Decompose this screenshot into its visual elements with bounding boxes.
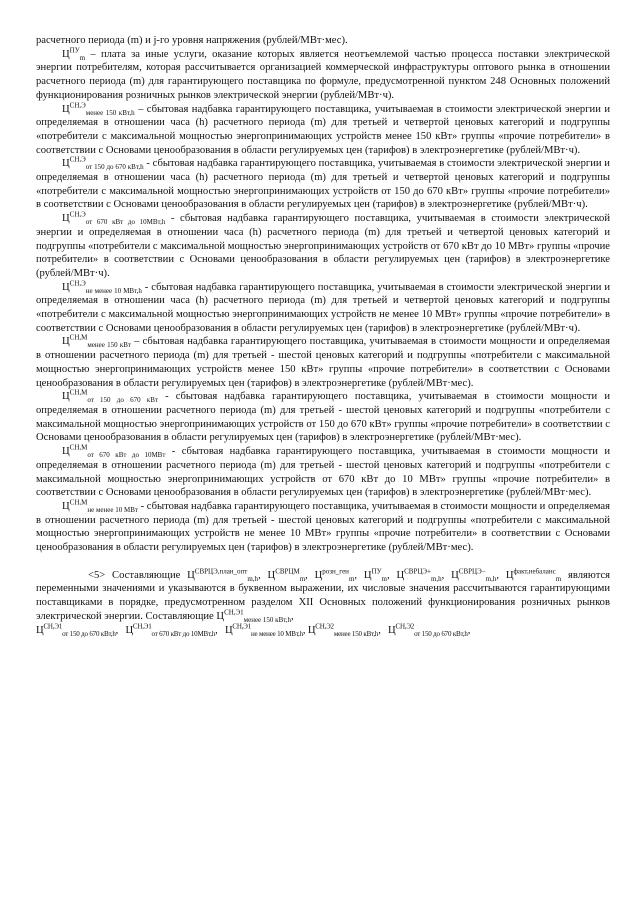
symbol: Ц <box>388 624 396 636</box>
definition-item <box>36 281 610 336</box>
superscript: СН,М <box>69 443 88 452</box>
superscript: СВРЦЭ− <box>458 567 486 576</box>
definition-text: - сбытовая надбавка гарантирующего поставщика, учитываемая в стоимости электрической энергии и определяемая в отношении часа (h) расчетного периода (m) для третьей и четвертой ценовых категорий и подгруппы «потребители с максимальной мощностью энергопринимающих устройств не менее 10 МВт» группы «прочие потребители» в соответствии с Основами ценообразования в области регулируемых цен (тарифов) в электроэнергетике (рублей/МВт·ч). <box>36 281 610 334</box>
subscript: от 150 до 670 кВт,h <box>62 629 116 638</box>
definition-item <box>36 390 610 445</box>
footnote-continuation: $Ц^{СН,Э1}_{от 150 до 670 кВт,h}$, $Ц^{СН,Э1}_{от 670 кВт до 10МВт,h}$, $Ц^{СН,Э1}_{не менее 10 МВт,h}$, $Ц^{СН,Э2}_{менее 150 кВт,h}$, $Ц^{СН,Э2}_{от 150 до 670 кВт,h}$, <box>36 622 471 638</box>
symbol: Ц <box>62 391 70 403</box>
symbol: Ц <box>62 158 70 170</box>
symbol: Ц <box>62 213 70 225</box>
symbol: Ц <box>314 569 323 581</box>
symbol: Ц <box>267 569 276 581</box>
definition-item <box>36 500 610 555</box>
symbol: Ц <box>216 610 225 622</box>
footnote-text: являются переменными значениями и указываются в буквенном выражении, их числовые значения рассчитываются гарантирующими поставщиками в порядке, предусмотренном разделом XII Основных положений функционирования розничных рынков электрической энергии. Составляющие <box>36 569 611 622</box>
symbol: Ц <box>36 624 44 636</box>
superscript: СН,Э <box>69 210 86 219</box>
definition-item <box>36 335 610 390</box>
subscript: m,h <box>247 574 259 583</box>
superscript: СН,Э2 <box>395 622 415 630</box>
subscript: m <box>348 574 355 583</box>
symbol: Ц <box>62 446 70 458</box>
symbol: Ц <box>396 569 405 581</box>
superscript: СН,Э2 <box>315 622 334 630</box>
document-page <box>36 34 610 637</box>
subscript: от 670 кВт до 10МВт,h <box>85 218 166 227</box>
footnote-5: <5> Составляющие $Ц^{СВРЦЭ,план\_опт}_{m,h}$, $Ц^{СВРЦМ}_m$, $Ц^{розн\_ген}_m$, $Ц^{ПУ}_m$, $Ц^{СВРЦЭ+}_{m,h}$, $Ц^{СВРЦЭ-}_{m,h}$, $Ц^{факт,небаланс}_m$ являются переменными значениями и указываются в буквенном выражении, их числовые значения рассчитываются гарантирующими поставщиками в порядке, предусмотренном разделом XII Основных положений функционирования розничных рынков электрической энергии. Составляющие $Ц^{СН,Э1}_{менее 150 кВт,h}$, <box>36 567 611 624</box>
definition-text: - сбытовая надбавка гарантирующего поставщика, учитываемая в стоимости мощности и определяемая в отношении расчетного периода (m) для третьей - шестой ценовых категорий и подгруппы «потребители с максимальной мощностью энергопринимающих устройств от 150 до 670 кВт» группы «прочие потребители» в соответствии с Основами ценообразования в области регулируемых цен (тарифов) в электроэнергетике (рублей/МВт·мес). <box>36 391 610 444</box>
intro-line: расчетного периода (m) и j-го уровня напряжения (рублей/МВт·мес). <box>36 35 348 46</box>
subscript: от 670 кВт до 10МВт,h <box>151 629 216 638</box>
definition-pu <box>36 48 610 103</box>
superscript: СН,Э1 <box>232 622 252 630</box>
superscript: ПУ <box>69 46 80 55</box>
superscript: ПУ <box>371 567 382 576</box>
symbol: Ц <box>363 569 372 581</box>
subscript: m <box>555 574 562 583</box>
superscript: СН,Э1 <box>132 622 152 630</box>
definition-item <box>36 212 610 281</box>
symbol: Ц <box>62 281 70 293</box>
definition-item <box>36 100 610 158</box>
symbol: Ц <box>62 500 70 512</box>
symbol: Ц <box>62 103 70 115</box>
subscript: не менее 10 МВт,h <box>251 629 303 638</box>
subscript: от 150 до 670 кВт,h <box>414 629 468 638</box>
superscript: СН,Э <box>69 100 86 109</box>
superscript: СН,Э1 <box>43 622 63 630</box>
subscript: m <box>381 574 387 583</box>
symbol: Ц <box>505 569 514 581</box>
definition-item <box>36 445 610 500</box>
superscript: СН,Э <box>69 155 86 164</box>
subscript: m <box>79 53 86 62</box>
subscript: m,h <box>430 574 442 583</box>
definition-text: - сбытовая надбавка гарантирующего поставщика, учитываемая в стоимости мощности и определяемая в отношении расчетного периода (m) для третьей - шестой ценовых категорий и подгруппы «потребители с максимальной мощностью энергопринимающих устройств не менее 10 МВт» группы «прочие потребители» в соответствии с Основами ценообразования в области регулируемых цен (тарифов) в электроэнергетике (рублей/МВт·мес). <box>36 500 610 554</box>
superscript: СН,Э1 <box>224 608 244 617</box>
subscript: от 670 кВт до 10МВт <box>87 451 166 460</box>
superscript: розн_ген <box>322 567 349 576</box>
symbol: Ц <box>187 569 195 581</box>
subscript: менее 150 кВт,h <box>243 615 292 624</box>
subscript: m <box>299 574 306 583</box>
subscript: менее 150 кВт,h <box>333 629 379 638</box>
symbol: Ц <box>307 624 316 636</box>
superscript: СН,М <box>69 388 88 397</box>
subscript: m,h <box>485 574 497 583</box>
definition-text: - сбытовая надбавка гарантирующего поставщика, учитываемая в стоимости электрической энергии и определяемая в отношении часа (h) расчетного периода (m) для третьей и четвертой ценовых категорий и подгруппы «потребители с максимальной мощностью энергопринимающих устройств от 670 кВт до 10 МВт» группы «прочие потребители» в соответствии с Основами ценообразования в области регулируемых цен (тарифов) в электроэнергетике (рублей/МВт·ч). <box>36 213 610 279</box>
symbol: Ц <box>451 569 459 581</box>
superscript: СН,М <box>69 333 88 342</box>
superscript: СН,Э <box>69 279 86 288</box>
subscript: менее 150 кВт <box>87 341 131 350</box>
subscript: от 150 до 670 кВт,h <box>85 163 144 172</box>
footnote-lead: <5> Составляющие <box>88 569 188 581</box>
symbol: Ц <box>224 624 233 636</box>
subscript: не менее 10 МВт <box>87 506 138 515</box>
superscript: факт,небаланс <box>513 567 556 576</box>
definition-text: - сбытовая надбавка гарантирующего поставщика, учитываемая в стоимости мощности и определяемая в отношении расчетного периода (m) для третьей - шестой ценовых категорий и подгруппы «потребители с максимальной мощностью энергопринимающих устройств от 670 кВт до 10 МВт» группы «прочие потребители» в соответствии с Основами ценообразования в области регулируемых цен (тарифов) в электроэнергетике (рублей/МВт·мес). <box>36 446 611 499</box>
definition-text: – плата за иные услуги, оказание которых является неотъемлемой частью процесса поставки электрической энергии потребителям, которая рассчитывается организацией коммерческой инфраструктуры оптового рынка в отношении расчетного периода (m) для гарантирующего поставщика по формуле, предусмотренной пунктом 248 Основных положений функционирования розничных рынков электрической энергии (рублей/МВт·ч). <box>36 48 610 101</box>
definition-text: – сбытовая надбавка гарантирующего поставщика, учитываемая в стоимости мощности и определяемая в отношении расчетного периода (m) для третьей - шестой ценовых категорий и подгруппы «потребители с максимальной мощностью энергопринимающих устройств менее 150 кВт» группы «прочие потребители» в соответствии с Основами ценообразования в области регулируемых цен (тарифов) в электроэнергетике (рублей/МВт·мес). <box>36 336 610 389</box>
symbol: Ц <box>62 48 70 60</box>
superscript: СВРЦМ <box>275 567 300 576</box>
superscript: СВРЦЭ+ <box>404 567 431 576</box>
superscript: СН,М <box>69 498 88 507</box>
subscript: от 150 до 670 кВт <box>87 396 158 405</box>
definition-text: - сбытовая надбавка гарантирующего поставщика, учитываемая в стоимости электрической энергии и определяемая в отношении часа (h) расчетного периода (m) для третьей и четвертой ценовых категорий и подгруппы «потребители с максимальной мощностью энергопринимающих устройств от 150 до 670 кВт» группы «прочие потребители» в соответствии с Основами ценообразования в области регулируемых цен (тарифов) в электроэнергетике (рублей/МВт·ч). <box>36 158 610 211</box>
subscript: не менее 10 МВт,h <box>85 286 142 295</box>
subscript: менее 150 кВт,h <box>85 108 135 117</box>
definition-item <box>36 157 610 212</box>
symbol: Ц <box>62 336 70 348</box>
superscript: СВРЦЭ,план_опт <box>194 567 248 576</box>
definition-text: – сбытовая надбавка гарантирующего поставщика, учитываемая в стоимости электрической энергии и определяемая в отношении часа (h) расчетного периода (m) для третьей и четвертой ценовых категорий и подгруппы «потребители с максимальной мощностью энергопринимающих устройств менее 150 кВт» группы «прочие потребители» в соответствии с Основами ценообразования в области регулируемых цен (тарифов) в электроэнергетике (рублей/МВт·ч). <box>36 103 610 156</box>
symbol: Ц <box>125 624 133 636</box>
